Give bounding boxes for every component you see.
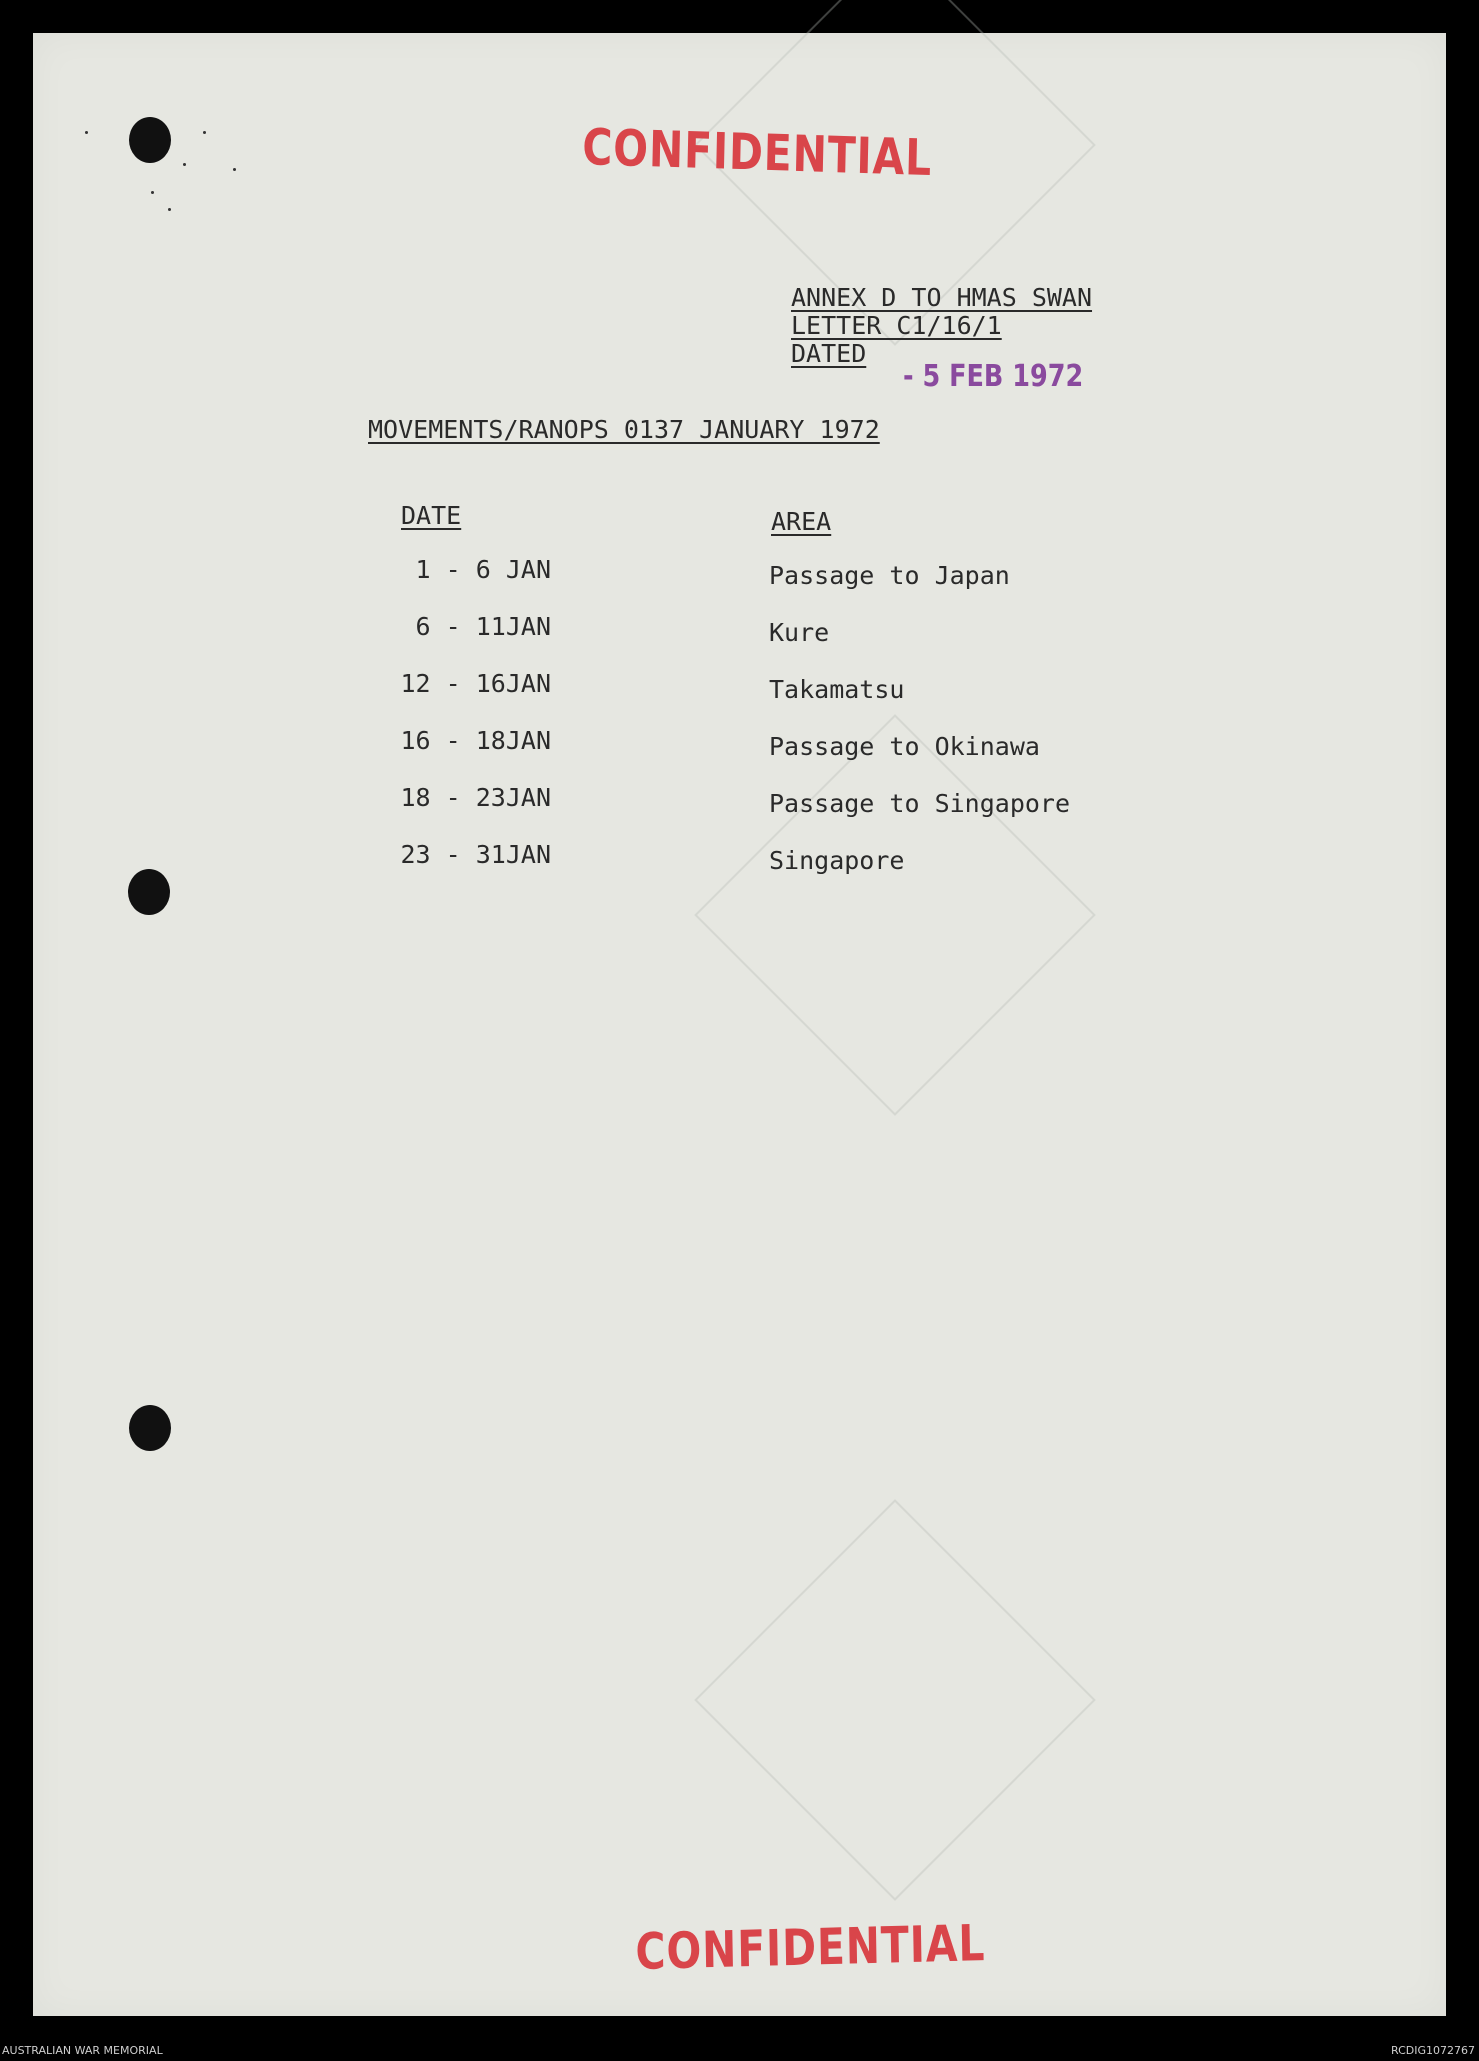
row-date: 16 - 18JAN (400, 726, 551, 755)
confidential-stamp-top: CONFIDENTIAL (581, 118, 933, 188)
row-date: 1 - 6 JAN (415, 555, 551, 584)
document-title: MOVEMENTS/RANOPS 0137 JANUARY 1972 (368, 415, 880, 444)
column-header-area: AREA (771, 507, 832, 536)
row-date: 12 - 16JAN (400, 669, 551, 698)
row-date: 6 - 11JAN (415, 612, 551, 641)
row-date: 18 - 23JAN (400, 783, 551, 812)
paper-speck (168, 208, 171, 211)
archive-id: RCDIG1072767 (1390, 2044, 1475, 2057)
dated-label: DATED (791, 339, 867, 368)
punch-hole (129, 1405, 171, 1451)
letter-reference-line: LETTER C1/16/1 (791, 311, 1002, 340)
paper-speck (151, 191, 154, 194)
punch-hole (129, 117, 171, 163)
row-area: Passage to Japan (769, 561, 1010, 590)
row-area: Singapore (769, 846, 905, 875)
annex-reference-line: ANNEX D TO HMAS SWAN (791, 283, 1093, 312)
paper-speck (183, 163, 186, 166)
embossed-watermark (694, 714, 1096, 1116)
document-page (33, 33, 1446, 2016)
paper-speck (203, 131, 206, 134)
archive-credit: AUSTRALIAN WAR MEMORIAL (2, 2044, 163, 2057)
date-stamp: - 5 FEB 1972 (903, 359, 1084, 394)
column-header-date: DATE (401, 501, 462, 530)
row-area: Passage to Singapore (769, 789, 1071, 818)
row-date: 23 - 31JAN (400, 840, 551, 869)
embossed-watermark (694, 1499, 1096, 1901)
row-area: Kure (769, 618, 830, 647)
paper-speck (85, 131, 88, 134)
row-area: Passage to Okinawa (769, 732, 1040, 761)
row-area: Takamatsu (769, 675, 905, 704)
paper-speck (233, 168, 236, 171)
confidential-stamp-bottom: CONFIDENTIAL (635, 1914, 986, 1981)
punch-hole (128, 869, 170, 915)
